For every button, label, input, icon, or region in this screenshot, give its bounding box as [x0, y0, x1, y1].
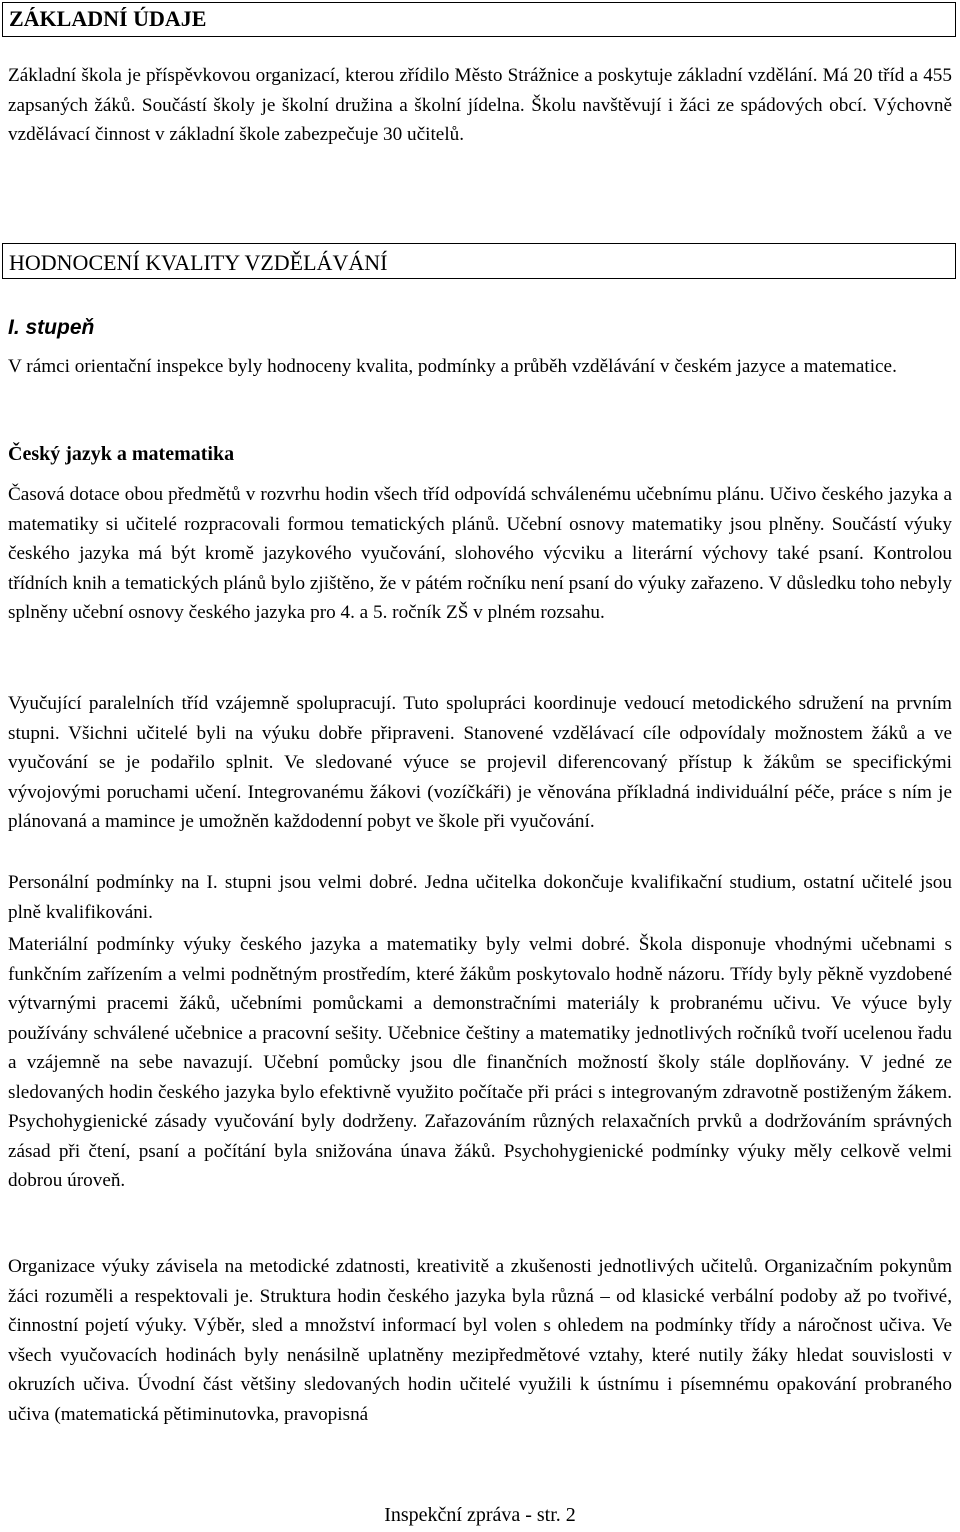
basic-info-paragraph: Základní škola je příspěvkovou organizací, kterou zřídilo Město Strážnice a poskytuje základní vzdělání. Má 20 tříd a 455 zapsaných žáků. Součástí školy je školní družina a školní jídelna. Školu navštěvují i žáci ze spádových obcí. Výchovně vzdělávací činnost v základní škole zabezpečuje 30 učitelů.	[8, 65, 952, 145]
paragraph-cooperation: Vyučující paralelních tříd vzájemně spolupracují. Tuto spolupráci koordinuje vedoucí metodického sdružení na prvním stupni. Všichni učitelé byli na výuku dobře připraveni. Stanovené vzdělávací cíle odpovídaly možnostem žáků a ve vyučování se je podařilo splnit. Ve sledované výuce se projevil diferencovaný přístup k žákům se specifickými vývojovými poruchami učení. Integrovanému žákovi (vozíčkáři) je věnována příkladná individuální péče, práce s ním je plánovaná a mamince je umožněn každodenní pobyt ve škole při vyučování.	[8, 693, 952, 832]
stage-intro-paragraph: V rámci orientační inspekce byly hodnoceny kvalita, podmínky a průběh vzdělávání v českém jazyce a matematice.	[8, 356, 897, 377]
page-footer: Inspekční zpráva - str. 2	[384, 1504, 576, 1526]
paragraph-organization: Organizace výuky závisela na metodické zdatnosti, kreativitě a zkušenosti jednotlivých učitelů. Organizačním pokynům žáci rozuměli a respektovali je. Struktura hodin českého jazyka byla různá – od klasické verbální podoby až po tvořivé, činnostní pojetí výuky. Výběr, sled a množství informací byl volen s ohledem na podmínky třídy a náročnost učiva. Ve všech vyučovacích hodinách byly nenásilně uplatněny mezipředmětové vztahy, které nutily žáky hledat souvislosti v okruzích učiva. Úvodní část většiny sledovaných hodin učitelé využili k ústnímu i písemnému opakování probraného učiva (matematická pětiminutovka, pravopisná	[8, 1256, 952, 1425]
stage-heading: I. stupeň	[8, 316, 95, 339]
quality-evaluation-heading: HODNOCENÍ KVALITY VZDĚLÁVÁNÍ	[2, 243, 956, 279]
paragraph-allocation: Časová dotace obou předmětů v rozvrhu hodin všech tříd odpovídá schválenému učebnímu plánu. Učivo českého jazyka a matematiky si učitelé rozpracovali formou tematických plánů. Učební osnovy matematiky jsou plněny. Součástí výuky českého jazyka má být kromě jazykového vyučování, slohového výcviku a literární výchovy také psaní. Kontrolou třídních knih a tematických plánů bylo zjištěno, že v pátém ročníku není psaní do výuky zařazeno. V důsledku toho nebyly splněny učební osnovy českého jazyka pro 4. a 5. ročník ZŠ v plném rozsahu.	[8, 484, 952, 623]
paragraph-personnel: Personální podmínky na I. stupni jsou velmi dobré. Jedna učitelka dokončuje kvalifikační studium, ostatní učitelé jsou plně kvalifikováni.	[8, 872, 952, 923]
paragraph-material: Materiální podmínky výuky českého jazyka a matematiky byly velmi dobré. Škola disponuje vhodnými učebnami s funkčním zařízením a velmi podnětným prostředím, které žákům poskytovalo hodně názoru. Třídy byly pěkně vyzdobené výtvarnými pracemi žáků, učebními pomůckami a demonstračními materiály k probranému učivu. Ve výuce byly používány schválené učebnice a pracovní sešity. Učebnice češtiny a matematiky jednotlivých ročníků tvoří ucelenou řadu a vzájemně na sebe navazují. Učební pomůcky jsou dle finančních možností školy stále doplňovány. V jedné ze sledovaných hodin českého jazyka bylo efektivně využito počítače při práci s integrovaným zdravotně postiženým žákem. Psychohygienické zásady vyučování byly dodrženy. Zařazováním různých relaxačních prvků a dodržováním správných zásad při čtení, psaní a počítání byla snižována únava žáků. Psychohygienické podmínky výuky měly celkově velmi dobrou úroveň.	[8, 934, 952, 1191]
basic-info-heading: ZÁKLADNÍ ÚDAJE	[2, 2, 956, 37]
subject-heading: Český jazyk a matematika	[8, 443, 235, 465]
